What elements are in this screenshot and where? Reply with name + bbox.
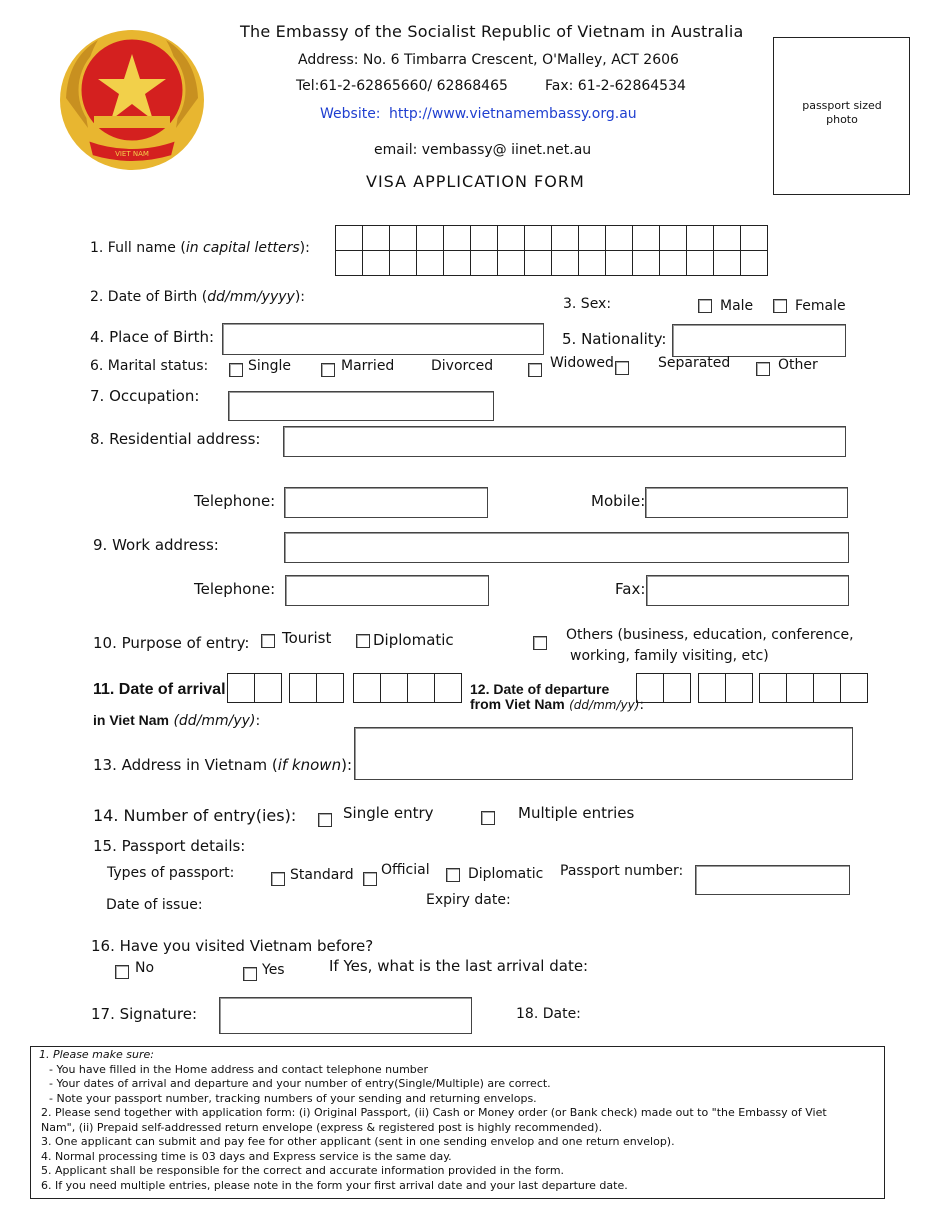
passport-standard-checkbox[interactable] [271, 872, 285, 886]
vietnam-address-label: 13. Address in Vietnam (if known): [93, 756, 352, 774]
note-1: 1. Please make sure: [39, 1048, 154, 1061]
arrival-month-grid[interactable] [289, 673, 344, 703]
nationality-input[interactable] [672, 324, 846, 357]
passport-official-checkbox[interactable] [363, 872, 377, 886]
date-of-issue-label: Date of issue: [106, 897, 203, 913]
website-label: Website: [320, 106, 381, 122]
embassy-email: email: vembassy@ iinet.net.au [374, 142, 592, 158]
embassy-address: Address: No. 6 Timbarra Crescent, O'Malley, ACT 2606 [298, 52, 679, 68]
departure-day-grid[interactable] [636, 673, 691, 703]
embassy-tel: Tel:61-2-62865660/ 62868465 [296, 78, 508, 94]
passport-diplomatic-label: Diplomatic [468, 866, 544, 882]
mobile-input[interactable] [645, 487, 848, 518]
photo-box [773, 37, 910, 195]
residential-address-label: 8. Residential address: [90, 430, 261, 448]
embassy-fax: Fax: 61-2-62864534 [545, 78, 686, 94]
website-link[interactable]: http://www.vietnamembassy.org.au [388, 106, 637, 122]
marital-divorced-checkbox[interactable] [528, 363, 542, 377]
purpose-label: 10. Purpose of entry: [93, 634, 250, 652]
signature-input[interactable] [219, 997, 472, 1034]
signature-label: 17. Signature: [91, 1005, 198, 1023]
work-telephone-input[interactable] [285, 575, 489, 606]
note-3: 3. One applicant can submit and pay fee for other applicant (sent in one sending envelop and one return envelop). [41, 1135, 675, 1148]
sex-male-checkbox[interactable] [698, 299, 712, 313]
date-label: 18. Date: [516, 1006, 581, 1022]
note-1b: - Your dates of arrival and departure and your number of entry(Single/Multiple) are correct. [49, 1077, 551, 1090]
purpose-others-checkbox[interactable] [533, 636, 547, 650]
residential-telephone-label: Telephone: [194, 492, 276, 510]
visited-no-checkbox[interactable] [115, 965, 129, 979]
entry-single-label: Single entry [343, 804, 434, 822]
mobile-label: Mobile: [591, 492, 646, 510]
occupation-label: 7. Occupation: [90, 387, 200, 405]
visited-yes-label: Yes [262, 962, 285, 978]
marital-status-label: 6. Marital status: [90, 358, 209, 374]
entry-multiple-label: Multiple entries [518, 804, 635, 822]
entries-label: 14. Number of entry(ies): [93, 806, 297, 825]
residential-address-input[interactable] [283, 426, 846, 457]
departure-date-label: 12. Date of departure [470, 681, 610, 697]
purpose-diplomatic-label: Diplomatic [373, 631, 454, 649]
purpose-tourist-label: Tourist [282, 629, 332, 647]
note-2a: 2. Please send together with application form: (i) Original Passport, (ii) Cash or Money order (or Bank check) made out to "the Embassy of Viet [41, 1106, 827, 1119]
place-of-birth-label: 4. Place of Birth: [90, 328, 215, 346]
full-name-label: 1. Full name (in capital letters): [90, 240, 310, 256]
fax-label: Fax: [615, 580, 646, 598]
passport-standard-label: Standard [290, 867, 354, 883]
embassy-name: The Embassy of the Socialist Republic of Vietnam in Australia [240, 22, 744, 41]
marital-separated-checkbox[interactable] [756, 362, 770, 376]
vietnam-address-input[interactable] [354, 727, 853, 780]
expiry-date-label: Expiry date: [426, 892, 511, 908]
passport-details-label: 15. Passport details: [93, 837, 246, 855]
emblem-text: VIET NAM [115, 150, 149, 158]
note-1c: - Note your passport number, tracking numbers of your sending and returning envelops. [49, 1091, 537, 1105]
marital-widowed-checkbox[interactable] [615, 361, 629, 375]
work-address-input[interactable] [284, 532, 849, 563]
marital-divorced-label: Divorced [431, 358, 494, 374]
departure-date-label-2: from Viet Nam (dd/mm/yy): [470, 696, 645, 713]
entry-single-checkbox[interactable] [318, 813, 332, 827]
note-6: 6. If you need multiple entries, please note in the form your first arrival date and your last departure date. [41, 1178, 628, 1192]
marital-other-label: Other [778, 357, 818, 373]
sex-female-checkbox[interactable] [773, 299, 787, 313]
work-telephone-label: Telephone: [194, 580, 276, 598]
purpose-tourist-checkbox[interactable] [261, 634, 275, 648]
purpose-others-label-2: working, family visiting, etc) [570, 648, 769, 664]
marital-widowed-label: Widowed [550, 355, 614, 371]
arrival-date-label: 11. Date of arrival [93, 681, 226, 698]
marital-separated-label: Separated [658, 355, 731, 371]
arrival-year-grid[interactable] [353, 673, 462, 703]
entry-multiple-checkbox[interactable] [481, 811, 495, 825]
embassy-website [320, 106, 637, 122]
marital-single-checkbox[interactable] [229, 363, 243, 377]
purpose-diplomatic-checkbox[interactable] [356, 634, 370, 648]
notes-box [30, 1046, 885, 1199]
passport-number-input[interactable] [695, 865, 850, 895]
full-name-grid[interactable] [335, 225, 768, 276]
purpose-others-label-1: Others (business, education, conference, [566, 627, 854, 643]
arrival-date-label-2: in Viet Nam (dd/mm/yy): [93, 712, 261, 729]
note-2b: Nam", (ii) Prepaid self-addressed return envelope (express & registered post is highly recommended). [41, 1120, 603, 1134]
passport-official-label: Official [381, 862, 430, 878]
fax-input[interactable] [646, 575, 849, 606]
nationality-label: 5. Nationality: [562, 330, 667, 348]
visited-no-label: No [135, 960, 155, 976]
note-4: 4. Normal processing time is 03 days and Express service is the same day. [41, 1149, 452, 1163]
marital-single-label: Single [248, 358, 292, 374]
place-of-birth-input[interactable] [222, 323, 544, 355]
visited-label: 16. Have you visited Vietnam before? [91, 937, 374, 955]
note-5: 5. Applicant shall be responsible for the correct and accurate information provided in the form. [41, 1164, 565, 1177]
visited-yes-checkbox[interactable] [243, 967, 257, 981]
passport-number-label: Passport number: [560, 863, 684, 879]
passport-diplomatic-checkbox[interactable] [446, 868, 460, 882]
departure-year-grid[interactable] [759, 673, 868, 703]
national-emblem [58, 28, 206, 174]
sex-label: 3. Sex: [563, 296, 612, 312]
note-1a: - You have filled in the Home address and contact telephone number [49, 1062, 429, 1076]
departure-month-grid[interactable] [698, 673, 753, 703]
work-address-label: 9. Work address: [93, 536, 219, 554]
passport-types-label: Types of passport: [107, 865, 235, 881]
dob-label: 2. Date of Birth (dd/mm/yyyy): [90, 289, 306, 305]
residential-telephone-input[interactable] [284, 487, 488, 518]
form-title: VISA APPLICATION FORM [366, 172, 585, 191]
last-arrival-label: If Yes, what is the last arrival date: [329, 957, 589, 975]
sex-male-label: Male [720, 298, 754, 314]
occupation-input[interactable] [228, 391, 494, 421]
photo-label: passport sized photo [802, 99, 882, 126]
marital-married-label: Married [341, 358, 395, 374]
arrival-day-grid[interactable] [227, 673, 282, 703]
sex-female-label: Female [795, 298, 846, 314]
marital-married-checkbox[interactable] [321, 363, 335, 377]
